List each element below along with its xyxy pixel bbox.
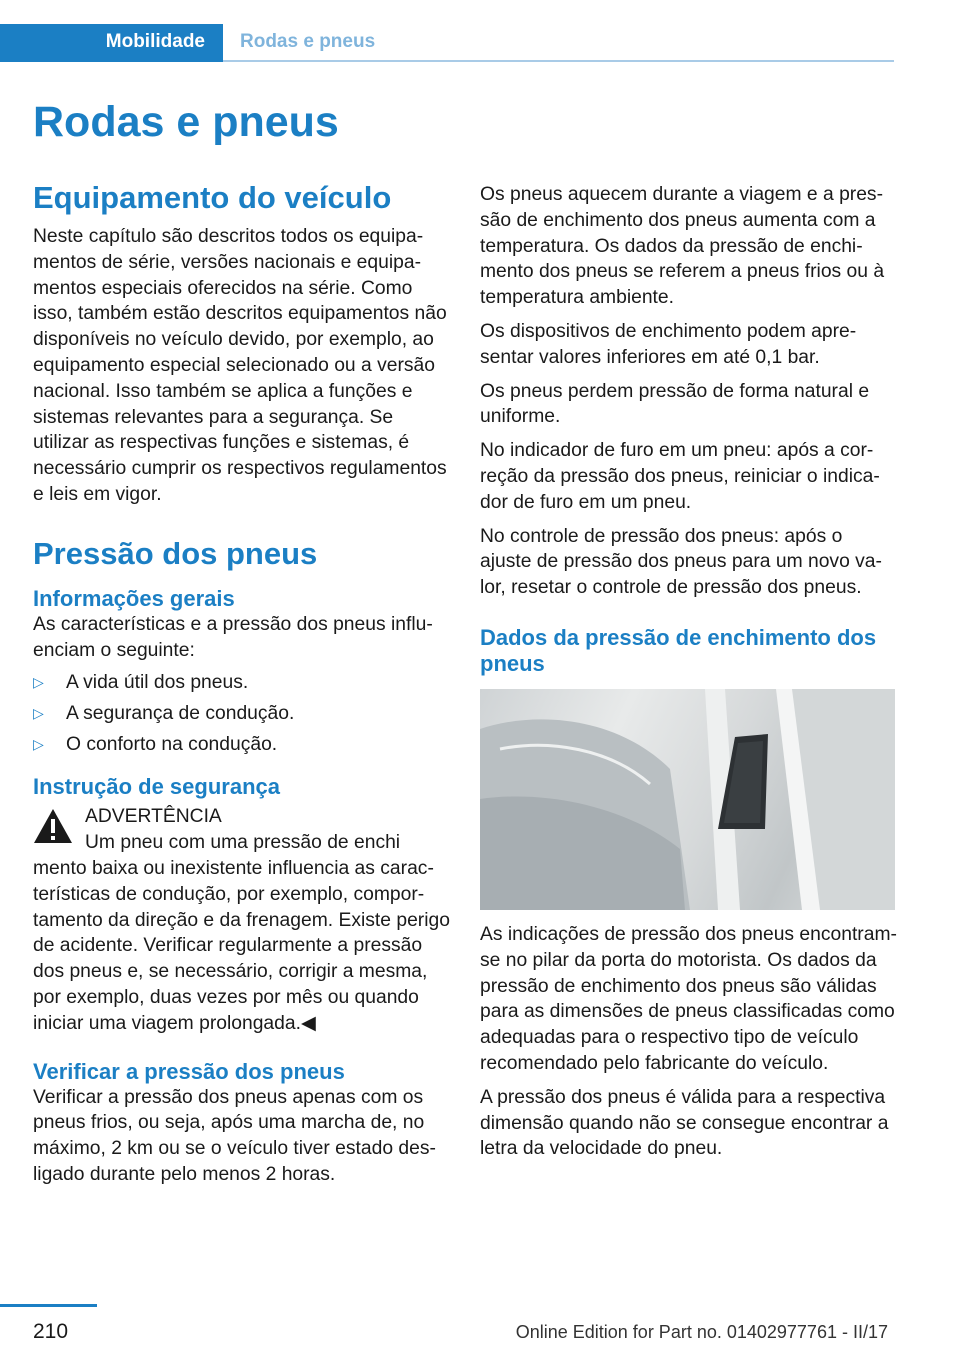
list-item: [33, 698, 451, 729]
warning-text: mento baixa ou inexistente influencia as características de condução, por exemplo, comportamento da direção e da frenagem. Existe perigo de acidente. Verificar regularmente a pressão dos pneus e, se necessário, corrigir a mesma, por exemplo, duas vezes por mês ou quando iniciar uma viagem prolongada.◀: [33, 857, 450, 1034]
triangle-bullet-icon: ▷: [33, 705, 44, 722]
door-pillar-photo: [480, 689, 895, 910]
bullet-list: [33, 667, 451, 760]
page-number: 210: [33, 1320, 69, 1343]
tab-rodas-e-pneus[interactable]: Rodas e pneus: [240, 31, 376, 52]
edition-note: Online Edition for Part no. 01402977761 - II/17: [515, 1322, 888, 1342]
paragraph-dispositivos: Os dispositivos de enchimento podem apresentar valores inferiores em até 0,1 bar.: [480, 320, 857, 368]
heading-instrucao: Instrução de segurança: [33, 774, 280, 800]
heading-pressao: Pressão dos pneus: [33, 535, 318, 571]
triangle-bullet-icon: ▷: [33, 674, 44, 691]
list-item: [33, 729, 451, 760]
footer-rule: [0, 1304, 97, 1307]
paragraph-perdem: Os pneus perdem pressão de forma natural e uniforme.: [480, 380, 870, 428]
right-column: [480, 182, 898, 1162]
triangle-bullet-icon: ▷: [33, 736, 44, 753]
left-column: [33, 180, 451, 1188]
page-title: Rodas e pneus: [33, 98, 339, 146]
paragraph-equipamento: Neste capítulo são descritos todos os equipamentos de série, versões nacionais e equipamentos especiais oferecidos na série. Como isso, também estão descritos equipamentos não disponíveis no veículo devido, por exemplo, ao equipamento especial selecionado ou a versão nacional. Isso também se aplica a funções e sistemas relevantes para a segurança. Se utilizar as respectivas funções e sistemas, é necessário cumprir os respectivos regulamentos e leis em vigor.: [33, 226, 447, 505]
list-item-text: A vida útil dos pneus.: [66, 672, 249, 694]
paragraph-valida: A pressão dos pneus é válida para a respectiva dimensão quando não se consegue encontrar a letra da velocidade do pneu.: [480, 1086, 889, 1160]
heading-informacoes: Informações gerais: [33, 585, 235, 611]
heading-verificar: Verificar a pressão dos pneus: [33, 1058, 345, 1084]
warning-triangle-icon: [33, 808, 73, 844]
heading-dados: Dados da pressão de enchimento dos pneus: [480, 624, 877, 676]
heading-equipamento: Equipamento do veículo: [33, 180, 392, 215]
paragraph-verificar: Verificar a pressão dos pneus apenas com os pneus frios, ou seja, após uma marcha de, no máximo, 2 km ou se o veículo tiver estado desligado durante pelo menos 2 horas.: [33, 1086, 436, 1185]
header-tabbar: [0, 24, 894, 62]
paragraph-informacoes: As características e a pressão dos pneus influenciam o seguinte:: [33, 613, 433, 661]
tab-mobilidade[interactable]: Mobilidade: [0, 24, 223, 62]
paragraph-controle: No controle de pressão dos pneus: após o ajuste de pressão dos pneus para um novo valor, resetar o controle de pressão dos pneus.: [480, 525, 882, 599]
list-item-text: O conforto na condução.: [66, 734, 278, 756]
list-item: [33, 667, 451, 698]
door-pillar-illustration: [480, 689, 895, 910]
header-rule: [223, 60, 894, 62]
warning-block: [33, 804, 451, 1036]
paragraph-aquecem: Os pneus aquecem durante a viagem e a pressão de enchimento dos pneus aumenta com a temperatura. Os dados da pressão de enchimento dos pneus se referem a pneus frios ou à temperatura ambiente.: [480, 184, 885, 309]
paragraph-indicador: No indicador de furo em um pneu: após a correção da pressão dos pneus, reiniciar o indicador de furo em um pneu.: [480, 440, 880, 513]
paragraph-indicacoes: As indicações de pressão dos pneus encontram-se no pilar da porta do motorista. Os dados da pressão de enchimento dos pneus são válidas para as dimensões de pneus classificadas como adequadas para o respectivo tipo de veículo recomendado pelo fabricante do veículo.: [480, 923, 897, 1074]
warning-title: ADVERTÊNCIA: [85, 806, 222, 828]
warning-text-first: Um pneu com uma pressão de enchi: [85, 832, 401, 854]
list-item-text: A segurança de condução.: [66, 703, 295, 725]
